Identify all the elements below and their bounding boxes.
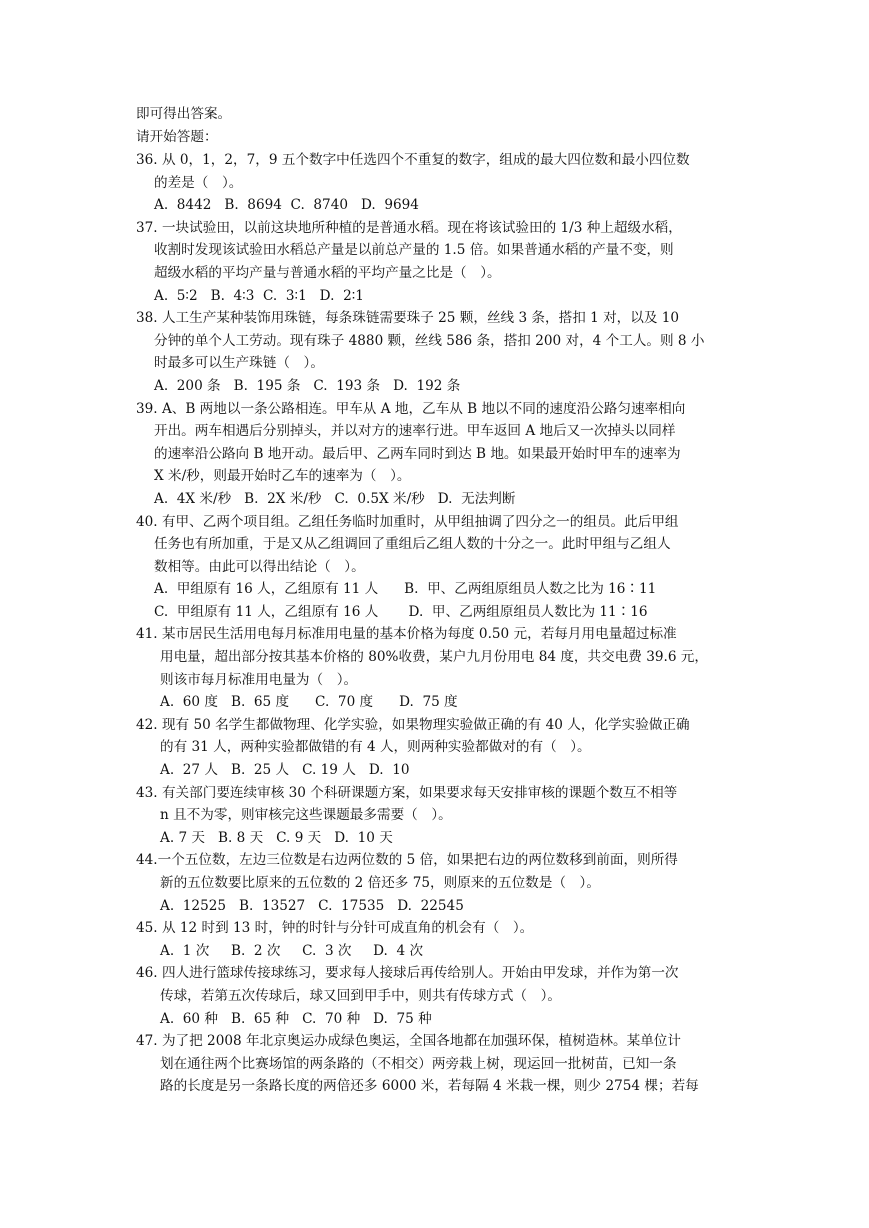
question-41 <box>136 623 746 713</box>
answer-options: A. 60 度 B. 65 度 C. 70 度 D. 75 度 <box>160 694 458 711</box>
intro-line: 请开始答题： <box>136 128 218 145</box>
question-number: 39. <box>136 400 158 417</box>
question-number: 36. <box>136 152 158 168</box>
question-42 <box>136 714 746 782</box>
question-list <box>136 149 746 1098</box>
intro-text <box>136 103 756 148</box>
question-number: 46. <box>136 965 158 982</box>
question-43 <box>136 782 746 850</box>
question-stem-line: 开出。两车相遇后分别掉头，并以对方的速率行进。甲车返回 A 地后又一次掉头以同样 <box>154 423 676 440</box>
question-number: 43. <box>136 784 158 801</box>
question-number: 44. <box>136 852 158 869</box>
answer-options: A. 8442 B. 8694 C. 8740 D. 9694 <box>154 197 419 214</box>
question-stem-line: 任务也有所加重，于是又从乙组调回了重组后乙组人数的十分之一。此时甲组与乙组人 <box>154 536 671 553</box>
question-stem-line: 用电量，超出部分按其基本价格的 80%收费，某户九月份用电 84 度，共交电费 39.6 元， <box>160 649 708 666</box>
question-stem-line: 收割时发现该试验田水稻总产量是以前总产量的 1.5 倍。如果普通水稻的产量不变，则 <box>154 242 674 259</box>
question-stem-line: 路的长度是另一条路长度的两倍还多 6000 米，若每隔 4 米栽一棵，则少 2754 棵；若每 <box>160 1078 699 1095</box>
answer-options: A. 27 人 B. 25 人 C. 19 人 D. 10 <box>160 762 410 779</box>
question-stem: 39. A、B 两地以一条公路相连。甲车从 A 地，乙车从 B 地以不同的速度沿公路匀速率相向 <box>136 400 686 417</box>
question-stem-line: X 米/秒，则最开始时乙车的速率为（ ）。 <box>154 468 411 485</box>
question-number: 41. <box>136 626 158 643</box>
question-number: 42. <box>136 716 158 733</box>
question-stem-line: 传球，若第五次传球后，球又回到甲手中，则共有传球方式（ ）。 <box>160 987 562 1004</box>
question-stem-line: 则该市每月标准用电量为（ ）。 <box>160 671 358 688</box>
question-stem: 43. 有关部门要连续审核 30 个科研课题方案，如果要求每天安排审核的课题个数互不相等 <box>136 784 678 801</box>
question-stem: 37. 一块试验田，以前这块地所种植的是普通水稻。现在将该试验田的 1/3 种上超级水稻， <box>136 219 682 236</box>
answer-options: A. 7 天 B. 8 天 C. 9 天 D. 10 天 <box>160 829 393 846</box>
question-stem: 40. 有甲、乙两个项目组。乙组任务临时加重时，从甲组抽调了四分之一的组员。此后甲组 <box>136 513 679 530</box>
question-stem: 36. 从 0，1，2，7，9 五个数字中任选四个不重复的数字，组成的最大四位数和最小四位数 <box>136 152 690 168</box>
answer-options: A. 60 种 B. 65 种 C. 70 种 D. 75 种 <box>160 1010 432 1027</box>
question-stem: 46. 四人进行篮球传接球练习，要求每人接球后再传给别人。开始由甲发球，并作为第一次 <box>136 965 679 982</box>
question-39 <box>136 398 746 511</box>
question-stem-line: 新的五位数要比原来的五位数的 2 倍还多 75，则原来的五位数是（ ）。 <box>160 875 600 891</box>
question-stem-line: 超级水稻的平均产量与普通水稻的平均产量之比是（ ）。 <box>154 264 501 281</box>
question-stem-line: 时最多可以生产珠链（ ）。 <box>154 355 324 372</box>
question-stem: 44.一个五位数，左边三位数是右边两位数的 5 倍，如果把右边的两位数移到前面，则所得 <box>136 852 678 869</box>
question-47 <box>136 1030 746 1098</box>
question-40 <box>136 511 746 624</box>
question-stem-line: 划在通往两个比赛场馆的两条路的（不相交）两旁栽上树，现运回一批树苗，已知一条 <box>160 1055 677 1072</box>
question-46 <box>136 962 746 1030</box>
question-44 <box>136 849 746 917</box>
question-38 <box>136 307 746 397</box>
answer-options-row-2: C. 甲组原有 11 人，乙组原有 16 人 D. 甲、乙两组原组员人数比为 11∶16 <box>154 603 648 620</box>
question-37 <box>136 217 746 307</box>
answer-options: A. 200 条 B. 195 条 C. 193 条 D. 192 条 <box>154 377 461 394</box>
intro-line: 即可得出答案。 <box>136 106 232 122</box>
answer-options-row-1: A. 甲组原有 16 人，乙组原有 11 人 B. 甲、乙两组原组员人数之比为 16∶11 <box>154 581 657 598</box>
question-stem-line: 分钟的单个人工劳动。现有珠子 4880 颗，丝线 586 条，搭扣 200 对，4 个工人。则 8 小 <box>154 332 705 349</box>
question-36 <box>136 149 746 217</box>
question-stem: 42. 现有 50 名学生都做物理、化学实验，如果物理实验做正确的有 40 人，化学实验做正确 <box>136 716 690 733</box>
question-stem-line: n 且不为零，则审核完这些课题最多需要（ ）。 <box>160 807 452 824</box>
question-stem: 47. 为了把 2008 年北京奥运办成绿色奥运，全国各地都在加强环保，植树造林。某单位计 <box>136 1033 681 1050</box>
question-number: 37. <box>136 219 158 236</box>
question-45 <box>136 917 746 962</box>
question-stem: 45. 从 12 时到 13 时，钟的时针与分针可成直角的机会有（ ）。 <box>136 920 534 937</box>
question-stem: 38. 人工生产某种装饰用珠链，每条珠链需要珠子 25 颗，丝线 3 条，搭扣 1 对，以及 10 <box>136 310 680 327</box>
question-stem-line: 数相等。由此可以得出结论（ ）。 <box>154 558 365 575</box>
question-number: 40. <box>136 513 158 530</box>
question-number: 38. <box>136 310 158 327</box>
answer-options: A. 1 次 B. 2 次 C. 3 次 D. 4 次 <box>160 942 424 959</box>
answer-options: A. 12525 B. 13527 C. 17535 D. 22545 <box>160 897 464 914</box>
question-stem-line: 的差是（ ）。 <box>154 174 243 191</box>
question-number: 47. <box>136 1033 158 1050</box>
answer-options: A. 5∶2 B. 4∶3 C. 3∶1 D. 2∶1 <box>154 287 364 304</box>
question-stem: 41. 某市居民生活用电每月标准用电量的基本价格为每度 0.50 元，若每月用电量超过标准 <box>136 626 677 643</box>
question-stem-line: 的有 31 人，两种实验都做错的有 4 人，则两种实验都做对的有（ ）。 <box>160 739 591 756</box>
answer-options: A. 4X 米/秒 B. 2X 米/秒 C. 0.5X 米/秒 D. 无法判断 <box>154 490 516 507</box>
question-stem-line: 的速率沿公路向 B 地开动。最后甲、乙两车同时到达 B 地。如果最开始时甲车的速率为 <box>154 445 681 462</box>
question-number: 45. <box>136 920 158 937</box>
